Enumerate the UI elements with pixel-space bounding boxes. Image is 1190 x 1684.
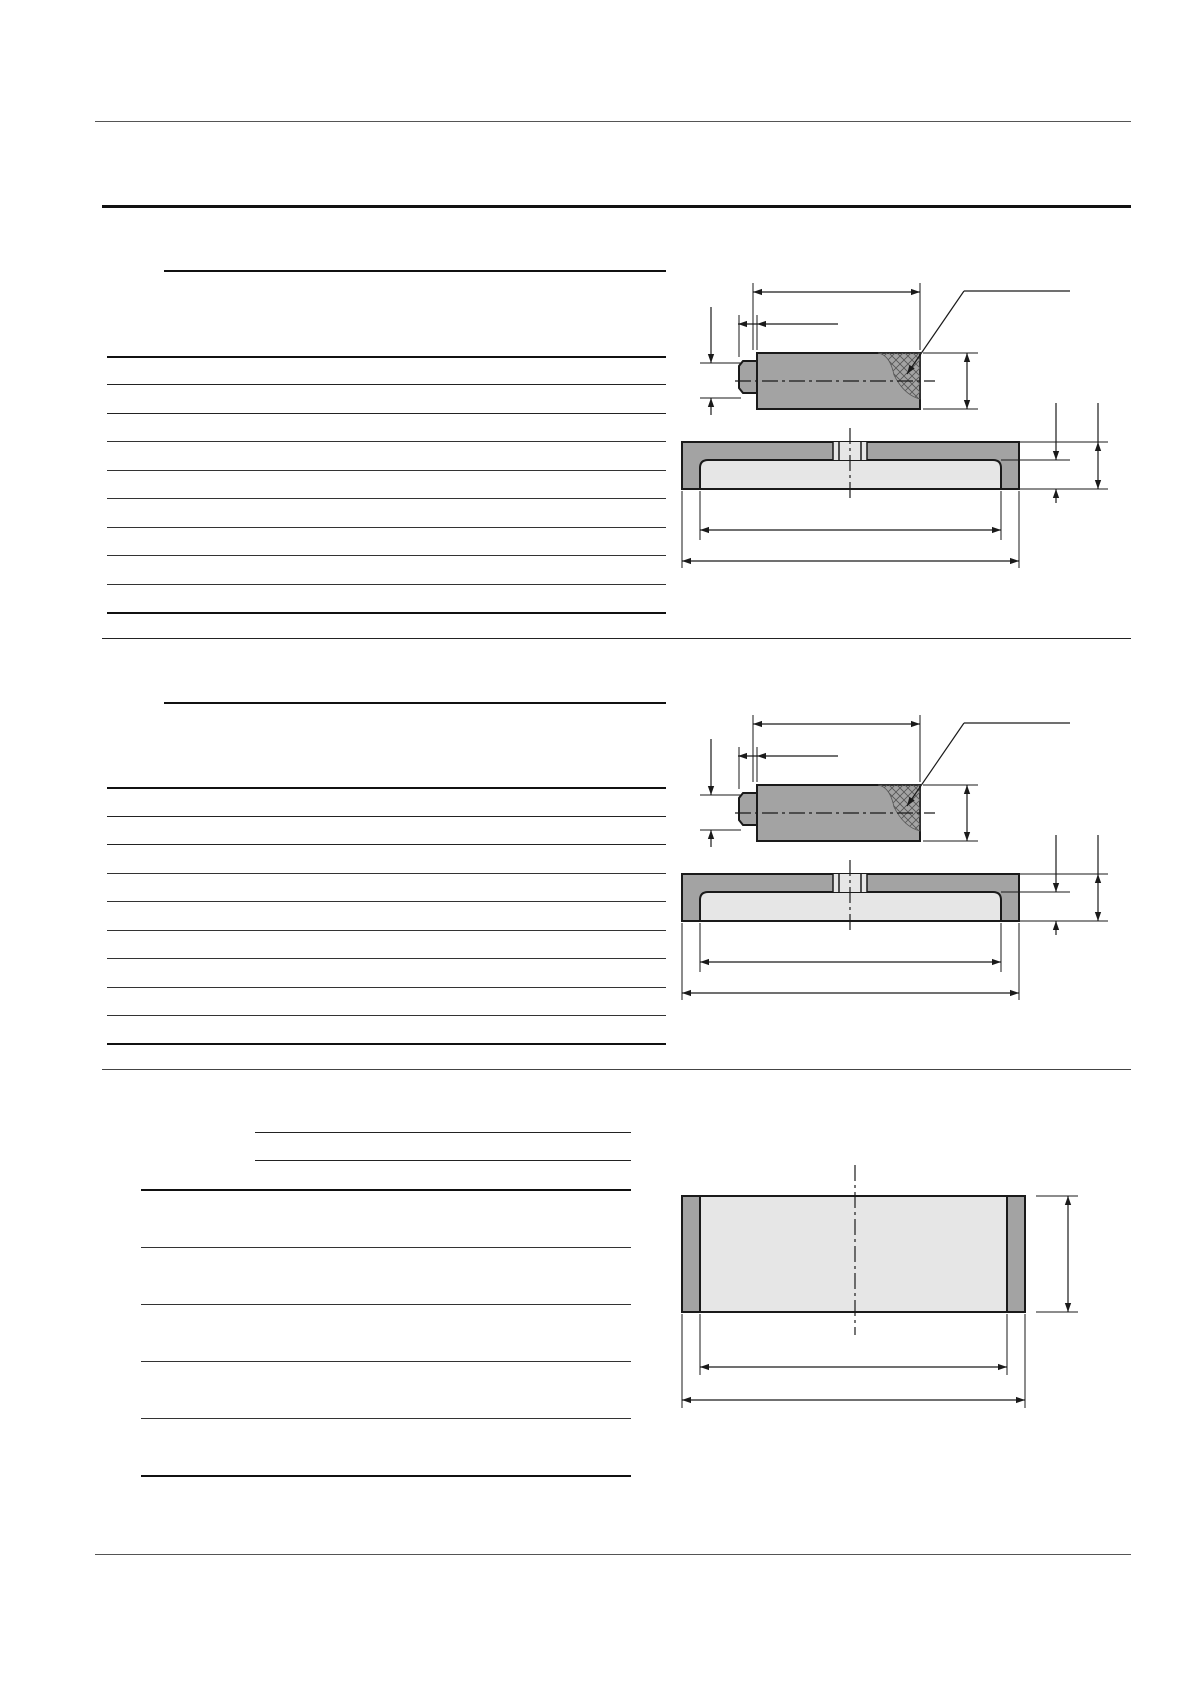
section-3-figure — [682, 1165, 1078, 1408]
section-1-figure — [682, 283, 1108, 568]
section-2-figure — [682, 715, 1108, 1000]
